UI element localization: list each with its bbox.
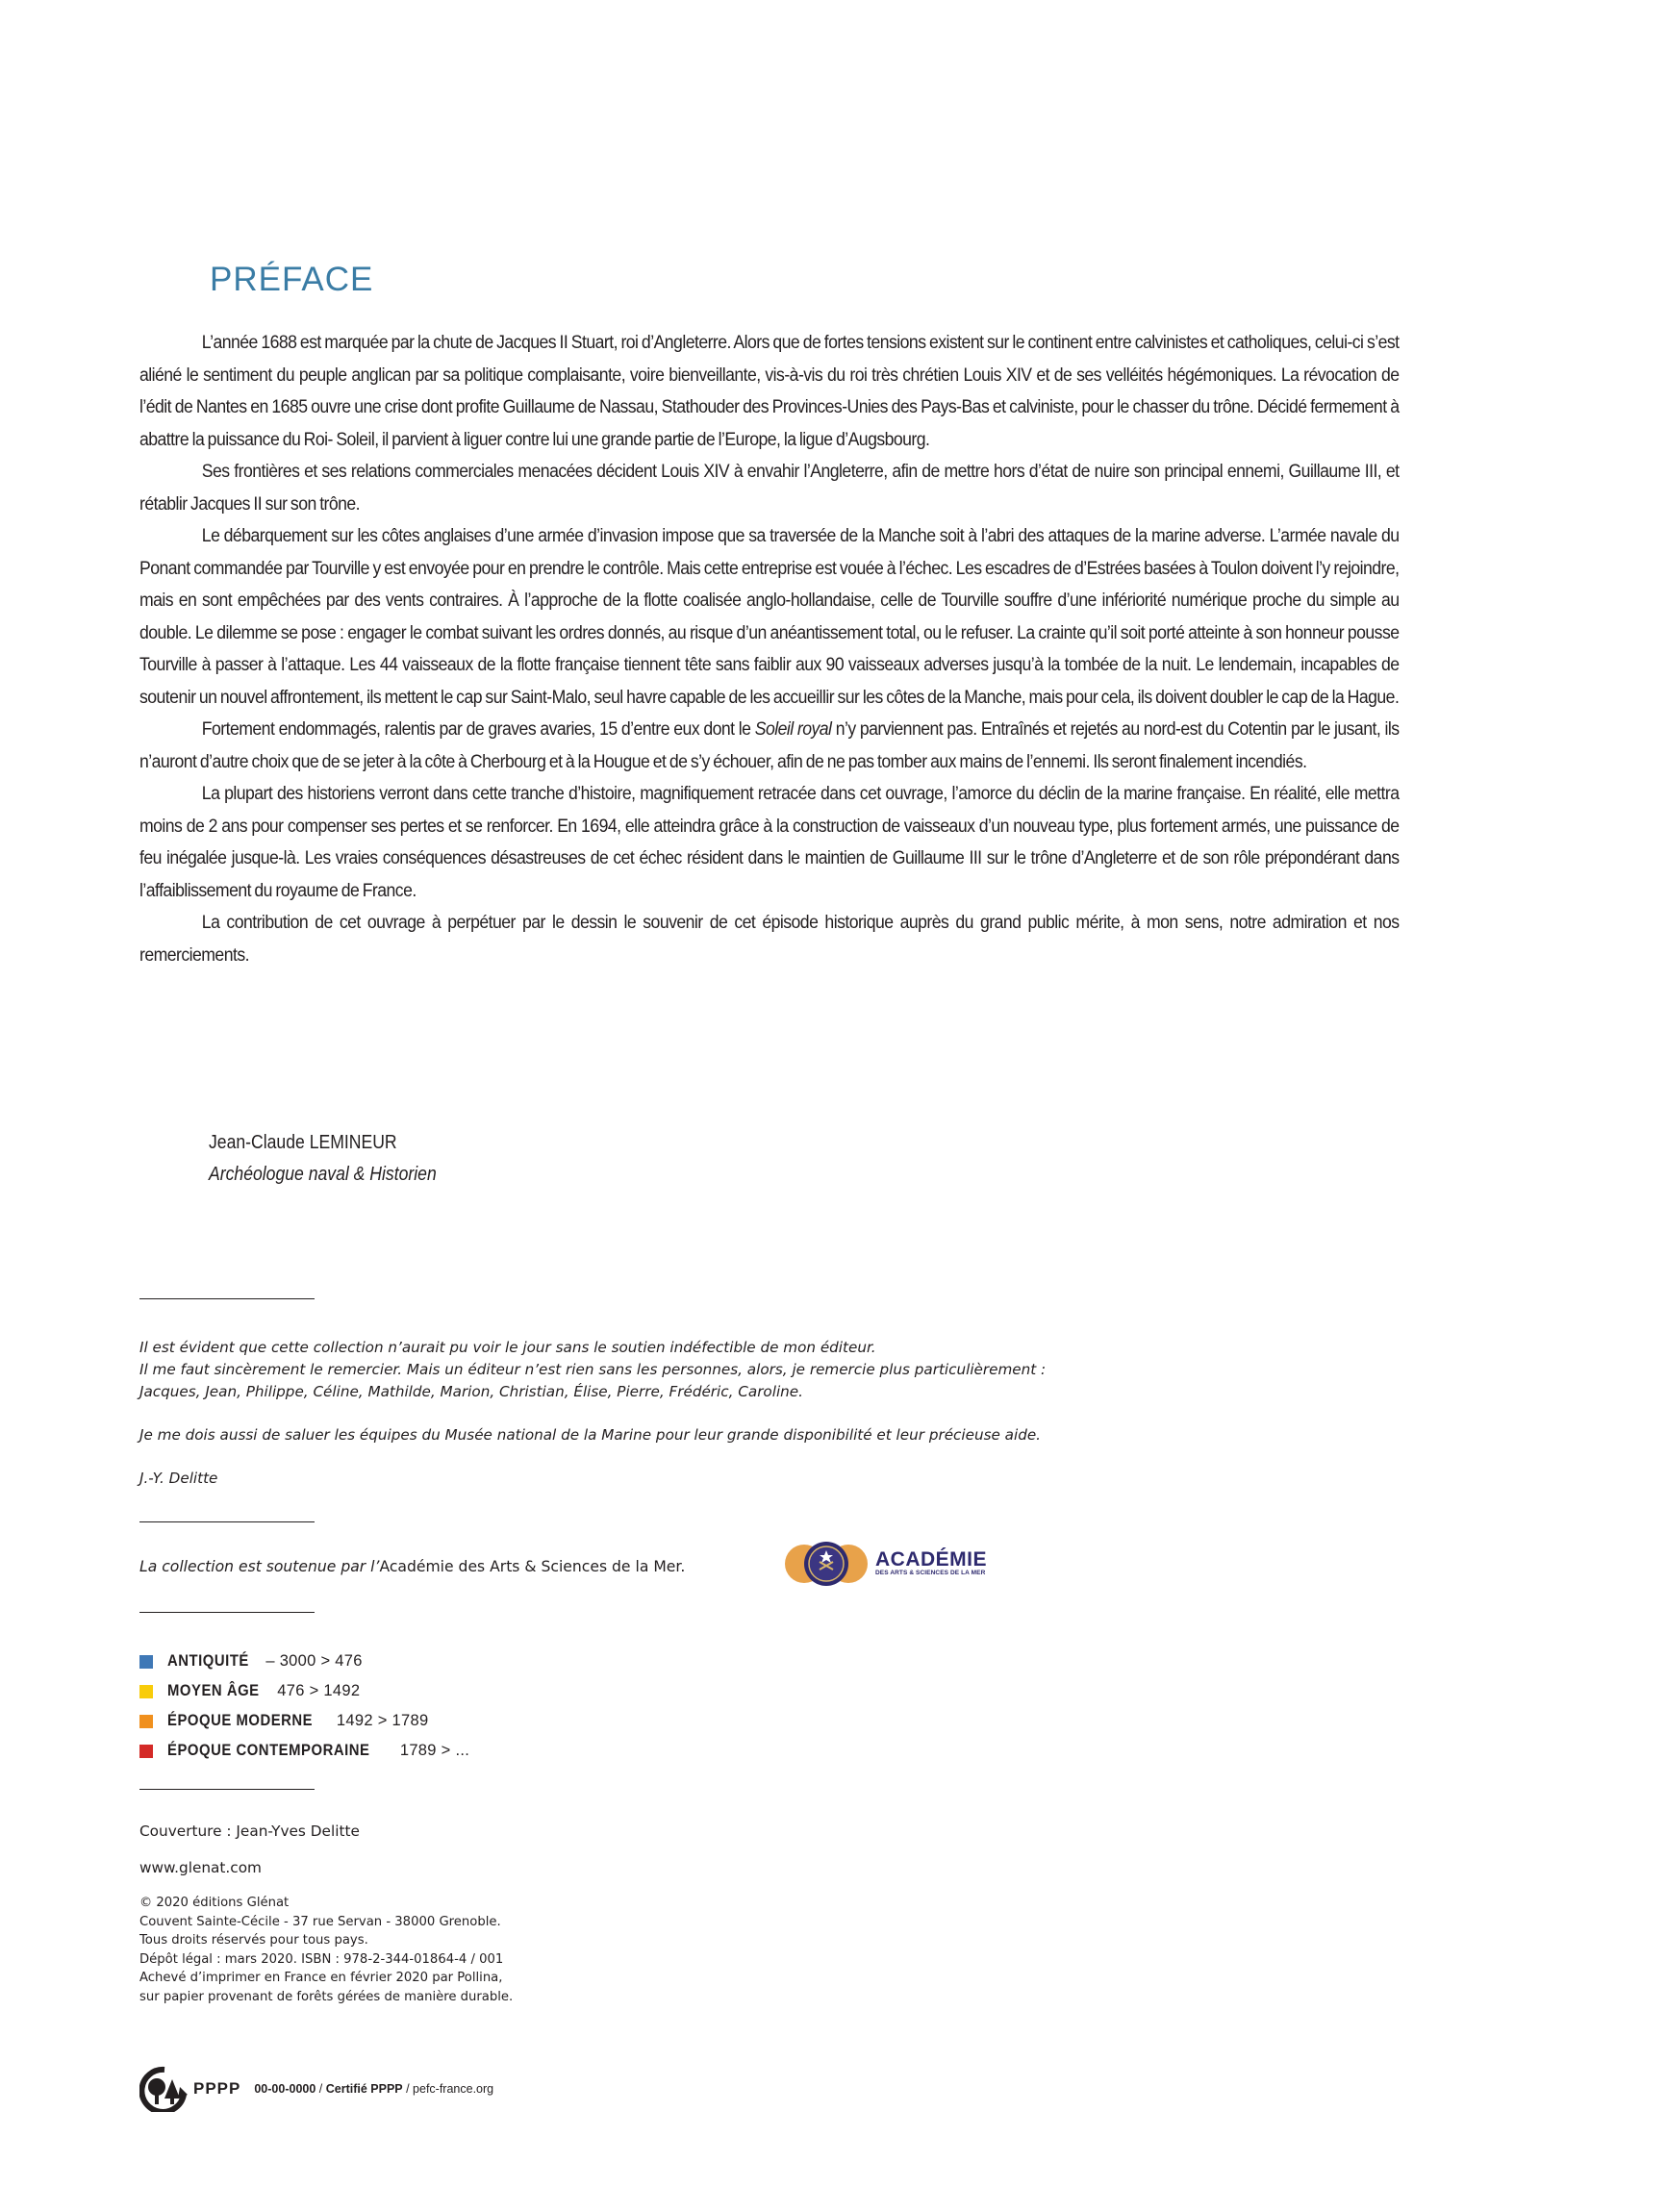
preface-paragraph: L’année 1688 est marquée par la chute de Jacques II Stuart, roi d’Angleterre. Alors que de fortes tensions existent sur le continent entre calvinistes et catholiques, celui-ci s’est aliéné le sentiment du peuple anglican par sa politique complaisante, voire bienveillante, vis-à-vis du roi très chrétien Louis XIV et de ses velléités hégémoniques. La révocation de l’édit de Nantes en 1685 ouvre une crise dont profite Guillaume de Nassau, Stathouder des Provinces-Unies des Pays-Bas et calviniste, pour le chasser du trône. Décidé fermement à abattre la puissance du Roi- Soleil, il parvient à liguer contre lui une grande partie de l’Europe, la ligue d’Augsbourg. xyxy=(139,332,1400,450)
signature-name: Jean-Claude LEMINEUR xyxy=(209,1132,397,1153)
ack-line: Jacques, Jean, Philippe, Céline, Mathilde, Marion, Christian, Élise, Pierre, Frédéric, Caroline. xyxy=(139,1383,803,1400)
pefc-url[interactable]: pefc-france.org xyxy=(413,2082,494,2096)
preface-paragraph: Ses frontières et ses relations commerciales menacées décident Louis XIV à envahir l’Angleterre, afin de mettre hors d’état de nuire son principal ennemi, Guillaume III, et rétablir Jacques II sur son trône. xyxy=(139,461,1400,515)
pefc-certification xyxy=(139,2066,493,2112)
signature xyxy=(209,1127,437,1191)
legal-line: sur papier provenant de forêts gérées de manière durable. xyxy=(139,1989,514,2004)
ack-line: Il me faut sincèrement le remercier. Mais un éditeur n’est rien sans les personnes, alors, je remercie plus particulièrement : xyxy=(139,1361,1047,1378)
legend-swatch xyxy=(139,1715,153,1728)
page-title: PRÉFACE xyxy=(210,261,374,299)
legend-item: ÉPOQUE CONTEMPORAINE 1789 > ... xyxy=(139,1736,469,1766)
legend-item: ANTIQUITÉ – 3000 > 476 xyxy=(139,1646,469,1676)
pefc-mark: PPPP xyxy=(193,2079,241,2098)
preface-paragraph: La plupart des historiens verront dans cette tranche d’histoire, magnifiquement retracée dans cet ouvrage, l’amorce du déclin de la marine française. En réalité, elle mettra moins de 2 ans pour compenser ses pertes et se renforcer. En 1694, elle atteindra grâce à la construction de vaisseaux d’un nouveau type, plus fortement armés, une puissance de feu inégalée jusque-là. Les vraies conséquences désastreuses de cet échec résident dans le maintien de Guillaume III sur le trône d’Angleterre et de son rôle prépondérant dans l’affaiblissement du royaume de France. xyxy=(139,783,1400,901)
divider xyxy=(139,1612,315,1613)
academie-logo-text: ACADÉMIE DES ARTS & SCIENCES DE LA MER xyxy=(875,1548,988,1576)
website-link[interactable]: www.glenat.com xyxy=(139,1859,262,1876)
legend-item: MOYEN ÂGE 476 > 1492 xyxy=(139,1676,469,1706)
period-legend xyxy=(139,1646,469,1766)
preface-paragraph: Fortement endommagés, ralentis par de graves avaries, 15 d’entre eux dont le Soleil royal n’y parviennent pas. Entraînés et rejetés au nord-est du Cotentin par le jusant, ils n’auront d’autre choix que de se jeter à la côte à Cherbourg et à la Hougue et de s’y échouer, afin de ne pas tomber aux mains de l’ennemi. Ils seront finalement incendiés. xyxy=(139,718,1400,772)
divider xyxy=(139,1298,315,1299)
legend-item: ÉPOQUE MODERNE 1492 > 1789 xyxy=(139,1706,469,1736)
legend-swatch xyxy=(139,1685,153,1698)
preface-body xyxy=(139,327,1400,971)
support-statement: La collection est soutenue par l’Académie des Arts & Sciences de la Mer. xyxy=(139,1558,686,1575)
divider xyxy=(139,1789,315,1790)
ack-line: Il est évident que cette collection n’aurait pu voir le jour sans le soutien indéfectible de mon éditeur. xyxy=(139,1339,876,1356)
legal-line: Dépôt légal : mars 2020. ISBN : 978-2-344-01864-4 / 001 xyxy=(139,1951,504,1967)
legal-line: Couvent Sainte-Cécile - 37 rue Servan - 38000 Grenoble. xyxy=(139,1914,501,1929)
cover-credit: Couverture : Jean-Yves Delitte xyxy=(139,1822,360,1840)
legend-swatch xyxy=(139,1745,153,1758)
certification-text: 00-00-0000 / Certifié PPPP / pefc-france.org xyxy=(254,2082,494,2096)
legal-line: Achevé d’imprimer en France en février 2020 par Pollina, xyxy=(139,1971,503,1985)
pefc-logo-icon xyxy=(139,2066,189,2112)
signature-role: Archéologue naval & Historien xyxy=(209,1164,437,1185)
legend-swatch xyxy=(139,1655,153,1669)
ack-author: J.-Y. Delitte xyxy=(139,1470,218,1487)
ship-name: Soleil royal xyxy=(754,718,832,740)
legal-line: © 2020 éditions Glénat xyxy=(139,1896,290,1910)
preface-paragraph: La contribution de cet ouvrage à perpétuer par le dessin le souvenir de cet épisode historique auprès du grand public mérite, à mon sens, notre admiration et nos remerciements. xyxy=(139,912,1400,966)
divider xyxy=(139,1521,315,1522)
acknowledgements xyxy=(139,1337,1390,1490)
colophon xyxy=(139,1822,513,2006)
ack-museum: Je me dois aussi de saluer les équipes du Musée national de la Marine pour leur grande disponibilité et leur précieuse aide. xyxy=(139,1426,1042,1444)
legal-line: Tous droits réservés pour tous pays. xyxy=(139,1933,368,1948)
preface-paragraph: Le débarquement sur les côtes anglaises d’une armée d’invasion impose que sa traversée de la Manche soit à l’abri des attaques de la marine adverse. L’armée navale du Ponant commandée par Tourville y est envoyée pour en prendre le contrôle. Mais cette entreprise est vouée à l’échec. Les escadres de d’Estrées basées à Toulon doivent l’y rejoindre, mais en sont empêchées par des vents contraires. À l’approche de la flotte coalisée anglo-hollandaise, celle de Tourville souffre d’une infériorité numérique proche du simple au double. Le dilemme se pose : engager le combat suivant les ordres donnés, au risque d’un anéantissement total, ou le refuser. La crainte qu’il soit porté atteinte à son honneur pousse Tourville à passer à l’attaque. Les 44 vaisseaux de la flotte française tiennent tête sans faiblir aux 90 vaisseaux adverses jusqu’à la tombée de la nuit. Le lendemain, incapables de soutenir un nouvel affrontement, ils mettent le cap sur Saint-Malo, seul havre capable de les accueillir sur les côtes de la Manche, mais pour cela, ils doivent doubler le cap de la Hague. xyxy=(139,525,1400,708)
